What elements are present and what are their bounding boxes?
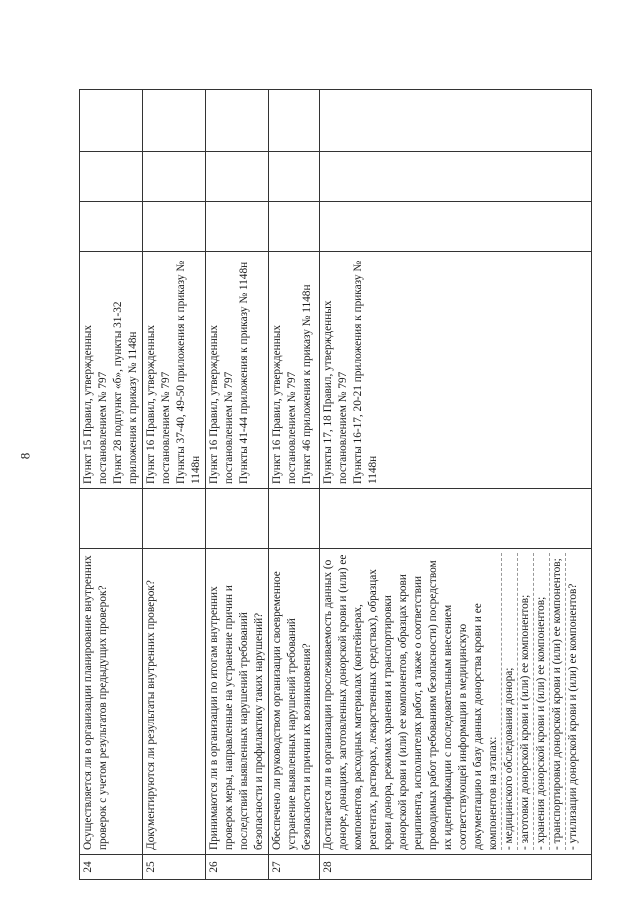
question-text-body: Принимаются ли в организации по итогам внутренних проверок меры, направленные на устранение причин и последствий выявленных нарушений требований безопасности и профилактику таких нарушений? [208,585,265,850]
sub-item: - медицинского обследования донора; [501,553,517,850]
empty-cell [269,489,320,549]
question-text [269,549,320,855]
checklist-table [79,89,592,880]
table-row [80,90,143,880]
row-number: 27 [269,855,320,880]
empty-cell [206,489,269,549]
reference-line: Пункт 15 Правил, утвержденных постановлением № 797 [82,325,109,484]
question-text [143,549,206,855]
reference-cell [80,252,143,489]
sub-item: - транспортировки донорской крови и (или) ее компонентов; [549,553,565,850]
reference-line: Пункт 16 Правил, утвержденных постановлением № 797 [145,325,172,484]
question-text-body: Обеспечено ли руководством организации своевременное устранение выявленных нарушений требований безопасности и причин их возникновения? [271,571,313,850]
answer-cell-yes [143,202,206,252]
reference-line: Пункт 46 приложения к приказу № 1148н [301,284,313,484]
answer-cell-no [206,152,269,202]
question-text-body: Осуществляется ли в организации планирование внутренних проверок с учетом результатов предыдущих проверок? [82,555,109,850]
reference-cell [320,252,592,489]
document-table-rotated [79,90,579,880]
question-text-body: Достигается ли в организации прослеживаемость данных (о доноре, донациях, заготовленных донорской крови и (или) ее компонентов, расходных материалах (контейнерах, реагентах, растворах, лекарственных средствах), образцах крови донора, режимах хранения и транспортировки донорской крови и (или) ее компонентов, образцах крови реципиента, исполнителях работ, а также о соответствии проводимых работ требованиям безопасности) посредством их идентификации с последовательным внесением соответствующей информации в медицинскую документацию и базу данных донорства крови и ее компонентов на этапах: [322,554,499,850]
row-number: 25 [143,855,206,880]
empty-cell [80,489,143,549]
reference-line: Пункт 16 Правил, утвержденных постановлением № 797 [208,325,235,484]
sub-item: - хранения донорской крови и (или) ее компонентов; [533,553,549,850]
question-text [206,549,269,855]
question-text [320,549,592,855]
answer-cell-na [269,90,320,152]
reference-line: Пункты 37-40, 49-50 приложения к приказу № 1148н [175,260,202,484]
answer-cell-na [206,90,269,152]
answer-cell-yes [206,202,269,252]
question-text-body: Документируются ли результаты внутренних проверок? [145,580,157,850]
reference-cell [143,252,206,489]
reference-line: Пункт 16 Правил, утвержденных постановлением № 797 [271,325,298,484]
answer-cell-no [80,152,143,202]
sub-item: - заготовки донорской крови и (или) ее компонентов; [517,553,533,850]
reference-line: Пункты 17, 18 Правил, утвержденных постановлением № 797 [322,300,349,484]
answer-cell-yes [80,202,143,252]
empty-cell [320,489,592,549]
table-row [143,90,206,880]
page-number: 8 [17,452,33,460]
answer-cell-na [143,90,206,152]
empty-cell [143,489,206,549]
row-number: 26 [206,855,269,880]
reference-line: Пункты 41-44 приложения к приказу № 1148н [238,261,250,484]
answer-cell-no [269,152,320,202]
answer-cell-yes [269,202,320,252]
question-text [80,549,143,855]
reference-line: Пункты 16-17, 20-21 приложения к приказу № 1148н [352,260,379,484]
reference-cell [269,252,320,489]
table-row [206,90,269,880]
reference-cell [206,252,269,489]
answer-cell-na [320,90,592,152]
answer-cell-no [320,152,592,202]
table-row [269,90,320,880]
reference-line: Пункт 28 подпункт «б», пункты 31-32 приложения к приказу № 1148н [112,301,139,484]
answer-cell-no [143,152,206,202]
row-number: 28 [320,855,592,880]
table-row [320,90,592,880]
answer-cell-yes [320,202,592,252]
sub-item: - утилизации донорской крови и (или) ее компонентов? [565,553,581,850]
row-number: 24 [80,855,143,880]
answer-cell-na [80,90,143,152]
